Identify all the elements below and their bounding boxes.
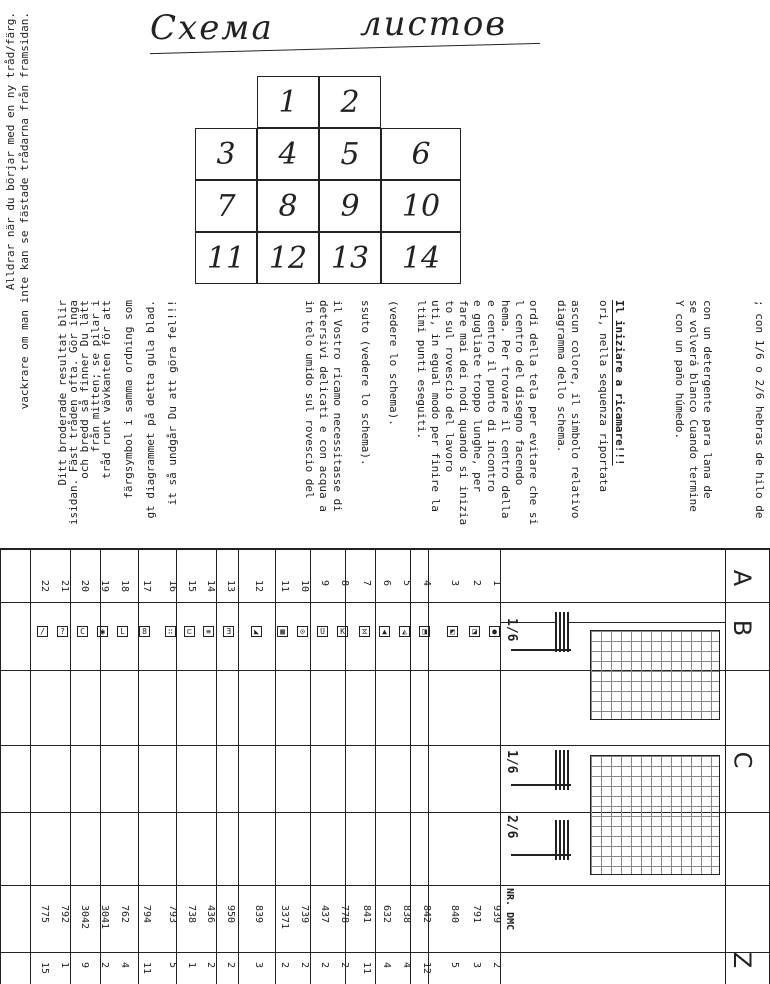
row-number: 4 <box>421 580 432 587</box>
color-symbol: L <box>117 626 128 637</box>
color-symbol: ⊙ <box>297 626 308 637</box>
dmc-number: 437 <box>319 905 330 924</box>
row-number: 10 <box>299 580 310 593</box>
dmc-number: 739 <box>299 905 310 924</box>
thread-skein-icon <box>555 612 569 652</box>
spanish-line: con un detergente para lana de <box>701 300 714 499</box>
skein-count: 1 <box>59 962 70 969</box>
color-symbol: Ǝ <box>223 626 234 637</box>
dmc-number: 3371 <box>279 905 290 930</box>
skein-count: 3 <box>471 962 482 969</box>
dmc-number: 3041 <box>99 905 110 930</box>
skein-count: 2 <box>225 962 236 969</box>
dmc-number: 762 <box>119 905 130 924</box>
swedish-line: Alldrar när du börjar med en ny tråd/färg. <box>4 12 17 291</box>
sheet-cell: 7 <box>195 180 257 232</box>
color-symbol: ● <box>489 626 500 637</box>
italian-line: diagramma dello schema. <box>555 300 568 453</box>
dmc-number: 838 <box>401 905 412 924</box>
cross-stitch-illustration <box>590 630 720 720</box>
sheet-cell: 3 <box>195 128 257 180</box>
color-symbol: ◩ <box>447 626 458 637</box>
skein-count: 2 <box>319 962 330 969</box>
italian-line: ori, nella sequenza riportata <box>597 300 610 493</box>
skein-count: 4 <box>401 962 412 969</box>
swedish-line: vackrare om man inte kan se fästade trådarna från framsidan. <box>18 12 31 410</box>
row-number: 3 <box>449 580 460 587</box>
row-number: 18 <box>119 580 130 593</box>
skein-count: 2 <box>99 962 110 969</box>
col-c-strands-1: 1/6 <box>504 750 519 774</box>
italian-line: e gugliate troppo lunghe, per <box>471 300 484 493</box>
color-symbol: ◨ <box>419 626 430 637</box>
sheet-cell: 9 <box>319 180 381 232</box>
dmc-number: 791 <box>471 905 482 924</box>
dmc-number: 839 <box>253 905 264 924</box>
column-header-b: B <box>728 619 757 637</box>
color-symbol: ◣ <box>251 626 262 637</box>
skein-count: 4 <box>381 962 392 969</box>
title-word-1: Схема <box>150 8 274 48</box>
row-number: 11 <box>279 580 290 593</box>
color-symbol: ≡ <box>203 626 214 637</box>
sheet-cell: 10 <box>381 180 461 232</box>
dmc-number: 778 <box>339 905 350 924</box>
color-symbol: ◪ <box>469 626 480 637</box>
italian-heading: Il iniziare a ricamare!!! <box>613 300 626 466</box>
swedish-line: isidan. Fäst tråden ofta. Gör inga <box>67 300 80 526</box>
dmc-number: 950 <box>225 905 236 924</box>
dmc-number: 939 <box>491 905 502 924</box>
dmc-number: 436 <box>205 905 216 924</box>
color-symbol: ▦ <box>277 626 288 637</box>
row-number: 19 <box>99 580 110 593</box>
dmc-number: 738 <box>186 905 197 924</box>
color-symbol: 8 <box>139 626 150 637</box>
needle-icon <box>511 649 571 651</box>
italian-line: hema. Per trovare il centro della <box>499 300 512 519</box>
sheet-cell: 12 <box>257 232 319 284</box>
italian-line: ordi della tela per evitare che si <box>527 300 540 526</box>
italian-line: in telo umido sul rovescio del <box>303 300 316 499</box>
row-number: 14 <box>205 580 216 593</box>
skein-count: 9 <box>79 962 90 969</box>
row-number: 9 <box>319 580 330 587</box>
color-symbol: ◭ <box>399 626 410 637</box>
sheet-cell: 1 <box>257 76 319 128</box>
row-number: 21 <box>59 580 70 593</box>
italian-line: il Vostro ricamo necessitasse di <box>331 300 344 512</box>
row-number: 7 <box>361 580 372 587</box>
color-symbol: ◉ <box>97 626 108 637</box>
italian-line: uti, in egual modo per finire la <box>429 300 442 512</box>
row-number: 6 <box>381 580 392 587</box>
sheet-cell: 2 <box>319 76 381 128</box>
dmc-number: 793 <box>167 905 178 924</box>
dmc-number: 841 <box>361 905 372 924</box>
swedish-line: Ditt broderade resultat blir <box>56 300 69 486</box>
skein-count: 5 <box>449 962 460 969</box>
sheet-cell: 13 <box>319 232 381 284</box>
backstitch-illustration <box>590 755 720 875</box>
dmc-number: 840 <box>449 905 460 924</box>
row-number: 12 <box>253 580 264 593</box>
skein-count: 5 <box>167 962 178 969</box>
color-symbol: / <box>37 626 48 637</box>
color-symbol: ? <box>57 626 68 637</box>
skein-count: 2 <box>299 962 310 969</box>
spanish-line: se volverá blanco Cuando termine <box>687 300 700 512</box>
sheet-cell: 8 <box>257 180 319 232</box>
spanish-line: ; con 1/6 o 2/6 hebras de hilo de <box>753 300 766 519</box>
col-dmc-header: NR. DMC <box>504 888 515 931</box>
skein-count: 1 <box>186 962 197 969</box>
sheet-cell: 4 <box>257 128 319 180</box>
sheet-cell: 5 <box>319 128 381 180</box>
skein-count: 15 <box>39 962 50 975</box>
swedish-line: färgsymbol i samma ordning som <box>122 300 135 499</box>
skein-count: 12 <box>421 962 432 975</box>
color-symbol: U <box>317 626 328 637</box>
dmc-number: 792 <box>59 905 70 924</box>
skein-count: 2 <box>205 962 216 969</box>
dmc-number: 3042 <box>79 905 90 930</box>
dmc-number: 842 <box>421 905 432 924</box>
skein-count: 2 <box>491 962 502 969</box>
row-number: 5 <box>401 580 412 587</box>
row-number: 2 <box>471 580 482 587</box>
italian-line: ltimi punti eseguiti. <box>415 300 428 440</box>
skein-count: 3 <box>253 962 264 969</box>
spanish-line: Y con un paño húmedo. <box>673 300 686 440</box>
col-b-strands: 1/6 <box>504 618 519 642</box>
dmc-number: 794 <box>141 905 152 924</box>
dmc-number: 775 <box>39 905 50 924</box>
italian-line: to sul rovescio del lavoro <box>443 300 456 473</box>
sheet-cell: 6 <box>381 128 461 180</box>
skein-count: 2 <box>279 962 290 969</box>
dmc-number: 632 <box>381 905 392 924</box>
row-number: 8 <box>339 580 350 587</box>
color-symbol: C <box>77 626 88 637</box>
italian-line: e centro il punto di incontro <box>485 300 498 493</box>
row-number: 22 <box>39 580 50 593</box>
swedish-line: tråd runt vävkanten för att <box>100 300 113 479</box>
skein-count: 11 <box>361 962 372 975</box>
italian-line: (vedere lo schema). <box>387 300 400 426</box>
needle-icon <box>511 854 571 856</box>
skein-count: 2 <box>339 962 350 969</box>
column-header-c: C <box>728 751 757 769</box>
italian-line: ssuto (vedere lo schema). <box>359 300 372 466</box>
title-word-2: листов <box>360 4 508 44</box>
column-header-a: A <box>728 569 757 587</box>
row-number: 15 <box>186 580 197 593</box>
swedish-line: från mitten; se pilar i <box>89 300 102 453</box>
sheet-cell: 14 <box>381 232 461 284</box>
skein-count: 11 <box>141 962 152 975</box>
swedish-line: it så undgår Du att göra fel!!! <box>166 300 179 506</box>
column-header-z: Z <box>728 951 757 969</box>
swedish-line: och bredd så finner Du lätt <box>78 300 91 479</box>
color-symbol: ▲ <box>379 626 390 637</box>
italian-line: detersivi delicati e con acqua a <box>317 300 330 512</box>
color-symbol: K <box>337 626 348 637</box>
color-symbol: ∷ <box>165 626 176 637</box>
row-number: 1 <box>491 580 502 587</box>
italian-line: ascun colore, il simbolo relativo <box>569 300 582 519</box>
row-number: 16 <box>167 580 178 593</box>
sheet-cell: 11 <box>195 232 257 284</box>
col-c-strands-2: 2/6 <box>504 815 519 839</box>
color-symbol: ⊏ <box>184 626 195 637</box>
row-number: 17 <box>141 580 152 593</box>
skein-count: 4 <box>119 962 130 969</box>
color-symbol: ⧖ <box>359 626 370 637</box>
swedish-line: gt diagrammet på detta gula blad. <box>144 300 157 519</box>
italian-line: fare mai dei nodi quando si inizia <box>457 300 470 526</box>
color-legend-table <box>0 548 770 984</box>
page-title <box>150 4 508 48</box>
needle-icon <box>511 784 571 786</box>
row-number: 20 <box>79 580 90 593</box>
italian-line: l centro del disegno facendo <box>513 300 526 486</box>
row-number: 13 <box>225 580 236 593</box>
